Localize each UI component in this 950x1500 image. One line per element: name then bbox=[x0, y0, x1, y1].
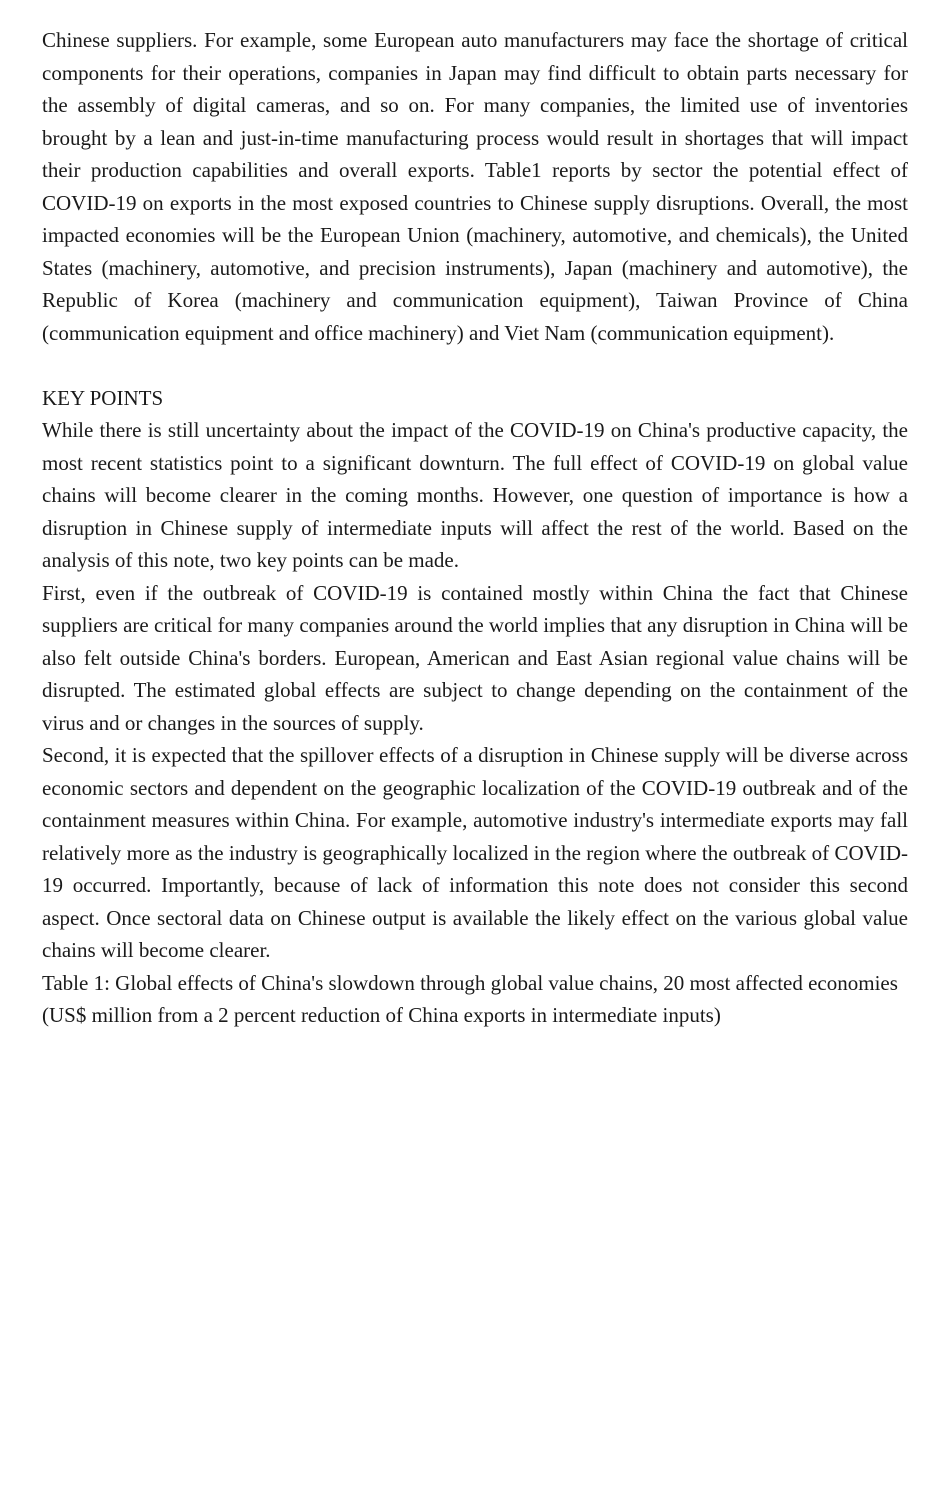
key-points-paragraph: While there is still uncertainty about the impact of the COVID-19 on China's productive capacity, the most recent statistics point to a significant downturn. The full effect of COVID-19 on global value chains will become clearer in the coming months. However, one question of importance is how a disruption in Chinese supply of intermediate inputs will affect the rest of the world. Based on the analysis of this note, two key points can be made. bbox=[42, 418, 908, 572]
paragraph-spacer bbox=[42, 349, 908, 382]
second-point-paragraph: Second, it is expected that the spillover effects of a disruption in Chinese supply will be diverse across economic sectors and dependent on the geographic localization of the COVID-19 outbreak and of the containment measures within China. For example, automotive industry's intermediate exports may fall relatively more as the industry is geographically localized in the region where the outbreak of COVID-19 occurred. Importantly, because of lack of information this note does not consider this second aspect. Once sectoral data on Chinese output is available the likely effect on the various global value chains will become clearer. bbox=[42, 743, 908, 962]
document-page bbox=[42, 24, 908, 1032]
first-point-paragraph: First, even if the outbreak of COVID-19 is contained mostly within China the fact that Chinese suppliers are critical for many companies around the world implies that any disruption in China will be also felt outside China's borders. European, American and East Asian regional value chains will be disrupted. The estimated global effects are subject to change depending on the containment of the virus and or changes in the sources of supply. bbox=[42, 580, 908, 735]
intro-paragraph: Chinese suppliers. For example, some European auto manufacturers may face the shortage of critical components for their operations, companies in Japan may find difficult to obtain parts necessary for the assembly of digital cameras, and so on. For many companies, the limited use of inventories brought by a lean and just-in-time manufacturing process would result in shortages that will impact their production capabilities and overall exports. Table1 reports by sector the potential effect of COVID-19 on exports in the most exposed countries to Chinese supply disruptions. Overall, the most impacted economies will be the European Union (machinery, automotive, and chemicals), the United States (machinery, automotive, and precision instruments), Japan (machinery and automotive), the Republic of Korea (machinery and communication equipment), Taiwan Province of China (communication equipment and office machinery) and Viet Nam (communication equipment). bbox=[42, 28, 908, 345]
table-subcaption: (US$ million from a 2 percent reduction of China exports in intermediate inputs) bbox=[42, 1003, 721, 1027]
key-points-heading: KEY POINTS bbox=[42, 385, 164, 410]
table-caption: Table 1: Global effects of China's slowdown through global value chains, 20 most affected economies bbox=[42, 970, 898, 995]
